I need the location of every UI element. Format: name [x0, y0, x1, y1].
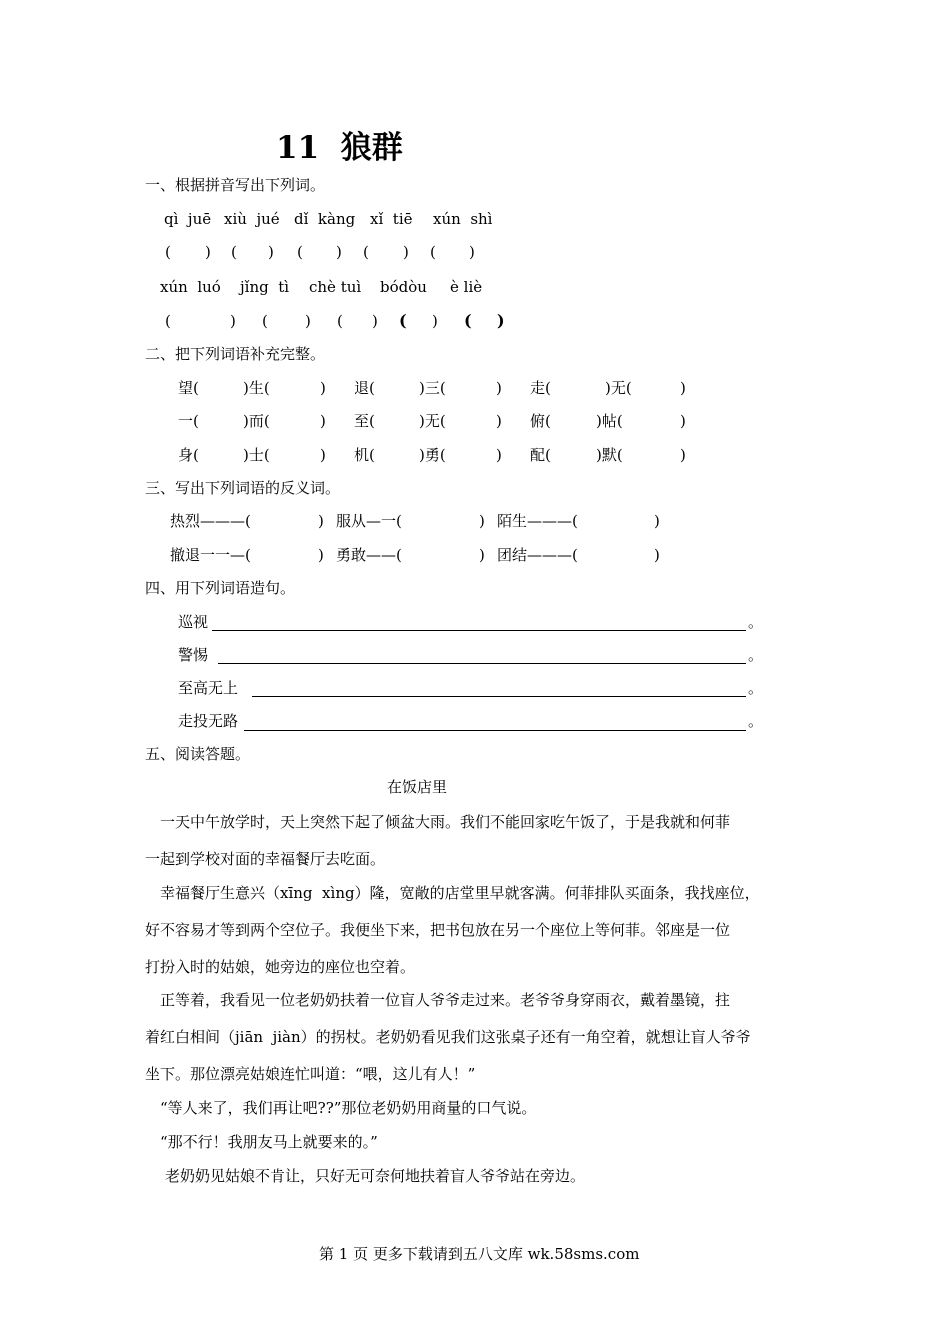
antonym-item: )	[479, 546, 485, 564]
story-line: 打扮入时的姑娘，她旁边的座位也空着。	[145, 958, 416, 976]
sentence-word: 至高无上	[178, 679, 239, 697]
answer-bracket: (	[363, 243, 369, 261]
idiom-blank: )	[680, 446, 686, 464]
section-2-heading: 二、把下列词语补充完整。	[145, 345, 326, 363]
antonym-item: 团结———(	[497, 546, 578, 564]
idiom-blank: )默(	[596, 446, 623, 464]
idiom-blank: )	[496, 379, 502, 397]
pinyin-item: è liè	[450, 278, 483, 296]
story-line: 老奶奶见姑娘不肯让，只好无可奈何地扶着盲人爷爷站在旁边。	[165, 1167, 586, 1185]
answer-line	[252, 696, 746, 697]
antonym-item: 陌生———(	[497, 512, 578, 530]
story-line: 一天中午放学时，天上突然下起了倾盆大雨。我们不能回家吃午饭了，于是我就和何菲	[160, 813, 731, 831]
idiom-blank: )	[320, 412, 326, 430]
idiom-blank: )士(	[243, 446, 270, 464]
idiom-blank: 走(	[530, 379, 551, 397]
answer-bracket: (	[165, 312, 171, 330]
idiom-blank: 一(	[178, 412, 199, 430]
idiom-blank: )	[496, 446, 502, 464]
answer-bracket: )	[268, 243, 274, 261]
antonym-item: 勇敢——(	[336, 546, 402, 564]
antonym-item: )	[318, 512, 324, 530]
answer-bracket: )	[336, 243, 342, 261]
idiom-blank: )而(	[243, 412, 270, 430]
antonym-item: 服从—一(	[336, 512, 402, 530]
answer-line	[218, 663, 746, 664]
pinyin-item: chè tuì	[309, 278, 362, 296]
answer-bracket: )	[230, 312, 236, 330]
idiom-blank: 机(	[354, 446, 375, 464]
answer-bracket: )	[497, 311, 505, 330]
idiom-blank: )无(	[605, 379, 632, 397]
story-line: 一起到学校对面的幸福餐厅去吃面。	[145, 850, 386, 868]
story-line: 幸福餐厅生意兴（xīng xìng）隆，宽敞的店堂里早就客满。何菲排队买面条，我找座位，	[160, 884, 760, 902]
idiom-blank: )帖(	[596, 412, 623, 430]
sentence-end-mark: 。	[748, 679, 764, 697]
pinyin-item: dǐ kàng	[294, 210, 356, 228]
idiom-blank: )	[680, 412, 686, 430]
sentence-end-mark: 。	[748, 613, 764, 631]
story-line: “等人来了，我们再让吧??”那位老奶奶用商量的口气说。	[160, 1099, 537, 1117]
idiom-blank: 身(	[178, 446, 199, 464]
sentence-end-mark: 。	[748, 712, 764, 730]
pinyin-item: bódòu	[380, 278, 427, 296]
story-title: 在饭店里	[387, 778, 448, 796]
antonym-item: 热烈———(	[170, 512, 251, 530]
section-5-heading: 五、阅读答题。	[145, 745, 251, 763]
antonym-item: 撤退一一—(	[170, 546, 251, 564]
answer-bracket: (	[262, 312, 268, 330]
page-title: 11 狼群	[276, 130, 403, 166]
story-line: 好不容易才等到两个空位子。我便坐下来，把书包放在另一个座位上等何菲。邻座是一位	[145, 921, 731, 939]
idiom-blank: 望(	[178, 379, 199, 397]
section-1-heading: 一、根据拼音写出下列词。	[145, 176, 326, 194]
idiom-blank: )勇(	[419, 446, 446, 464]
sentence-word: 走投无路	[178, 712, 239, 730]
story-line: 着红白相间（jiān jiàn）的拐杖。老奶奶看见我们这张桌子还有一角空着，就想让盲人爷爷	[145, 1028, 751, 1046]
answer-bracket: )	[403, 243, 409, 261]
antonym-item: )	[654, 546, 660, 564]
antonym-item: )	[479, 512, 485, 530]
page-footer: 第 1 页 更多下载请到五八文库 wk.58sms.com	[319, 1245, 640, 1263]
pinyin-item: xún shì	[433, 210, 493, 228]
story-line: 坐下。那位漂亮姑娘连忙叫道：“喂，这儿有人！”	[145, 1065, 476, 1083]
idiom-blank: 俯(	[530, 412, 551, 430]
answer-bracket: )	[305, 312, 311, 330]
answer-bracket: )	[205, 243, 211, 261]
answer-bracket: (	[297, 243, 303, 261]
answer-bracket: (	[399, 311, 407, 330]
answer-bracket: (	[165, 243, 171, 261]
story-line: 正等着，我看见一位老奶奶扶着一位盲人爷爷走过来。老爷爷身穿雨衣，戴着墨镜，拄	[160, 991, 731, 1009]
answer-bracket: (	[464, 311, 472, 330]
idiom-blank: 配(	[530, 446, 551, 464]
idiom-blank: )	[496, 412, 502, 430]
section-3-heading: 三、写出下列词语的反义词。	[145, 479, 341, 497]
idiom-blank: )三(	[419, 379, 446, 397]
answer-line	[244, 730, 746, 731]
idiom-blank: )	[680, 379, 686, 397]
idiom-blank: 退(	[354, 379, 375, 397]
answer-bracket: (	[231, 243, 237, 261]
pinyin-item: qì juē	[164, 210, 212, 228]
antonym-item: )	[318, 546, 324, 564]
pinyin-item: xún luó	[160, 278, 221, 296]
answer-bracket: (	[430, 243, 436, 261]
idiom-blank: )无(	[419, 412, 446, 430]
answer-bracket: )	[372, 312, 378, 330]
sentence-end-mark: 。	[748, 646, 764, 664]
pinyin-item: jǐng tì	[240, 278, 290, 296]
antonym-item: )	[654, 512, 660, 530]
pinyin-item: xǐ tiē	[370, 210, 413, 228]
section-4-heading: 四、用下列词语造句。	[145, 579, 296, 597]
sentence-word: 警惕	[178, 646, 209, 664]
sentence-word: 巡视	[178, 613, 209, 631]
idiom-blank: )	[320, 379, 326, 397]
answer-line	[212, 630, 746, 631]
idiom-blank: 至(	[354, 412, 375, 430]
pinyin-item: xiù jué	[224, 210, 280, 228]
answer-bracket: )	[432, 312, 438, 330]
story-line: “那不行！我朋友马上就要来的。”	[160, 1133, 378, 1151]
answer-bracket: )	[469, 243, 475, 261]
idiom-blank: )生(	[243, 379, 270, 397]
idiom-blank: )	[320, 446, 326, 464]
answer-bracket: (	[337, 312, 343, 330]
